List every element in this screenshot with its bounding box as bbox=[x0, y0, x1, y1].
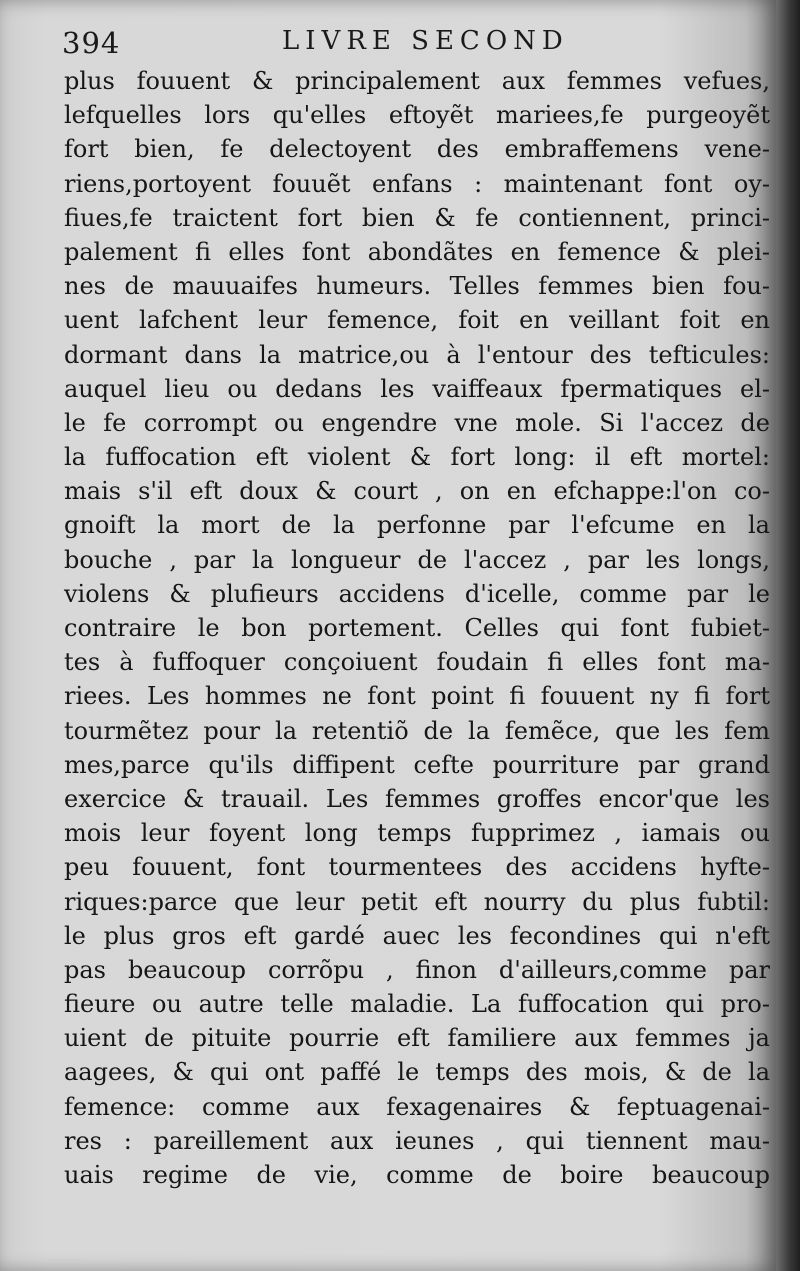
text-line: fieure ou autre telle maladie. La fuffocation qui pro- bbox=[64, 990, 770, 1019]
text-line: pas beaucoup corrõpu , finon d'ailleurs,comme par bbox=[64, 955, 770, 984]
text-line: dormant dans la matrice,ou à l'entour des tefticules: bbox=[64, 340, 770, 369]
text-line: le fe corrompt ou engendre vne mole. Si l'accez de bbox=[64, 408, 770, 437]
text-line: uais regime de vie, comme de boire beaucoup bbox=[64, 1161, 770, 1189]
text-line: contraire le bon portement. Celles qui font fubiet- bbox=[64, 614, 770, 642]
text-line: mais s'il eft doux & court , on en efchappe:l'on co- bbox=[64, 477, 770, 506]
text-line: violens & plufieurs accidens d'icelle, comme par le bbox=[64, 579, 770, 608]
text-line: nes de mauuaifes humeurs. Telles femmes bien fou- bbox=[64, 272, 770, 301]
text-line: femence: comme aux fexagenaires & feptuagenai- bbox=[64, 1092, 770, 1121]
text-line: tes à fuffoquer conçoiuent foudain fi elles font ma- bbox=[64, 648, 770, 677]
page-header bbox=[62, 24, 762, 64]
text-line: auquel lieu ou dedans les vaiffeaux fpermatiques el- bbox=[64, 374, 770, 403]
text-line: mois leur foyent long temps fupprimez , iamais ou bbox=[64, 819, 770, 848]
text-line: aagees, & qui ont paffé le temps des mois, & de la bbox=[64, 1058, 770, 1087]
text-line: mes,parce qu'ils diffipent cefte pourriture par grand bbox=[64, 750, 770, 779]
text-line: uent lafchent leur femence, foit en veillant foit en bbox=[64, 306, 770, 335]
text-line: exercice & trauail. Les femmes groffes encor'que les bbox=[64, 784, 770, 813]
text-line: fort bien, fe delectoyent des embraffemens vene- bbox=[64, 135, 770, 164]
text-line: riens,portoyent fouuẽt enfans : maintenant font oy- bbox=[64, 169, 770, 198]
text-line: plus fouuent & principalement aux femmes vefues, bbox=[64, 67, 770, 95]
text-line: riques:parce que leur petit eft nourry du plus fubtil: bbox=[64, 887, 770, 916]
text-line: peu fouuent, font tourmentees des accidens hyfte- bbox=[64, 853, 770, 882]
text-line: la fuffocation eft violent & fort long: il eft mortel: bbox=[64, 443, 770, 472]
text-line: uient de pituite pourrie eft familiere aux femmes ja bbox=[64, 1024, 770, 1053]
text-line: le plus gros eft gardé auec les fecondines qui n'eft bbox=[64, 921, 770, 950]
text-line: bouche , par la longueur de l'accez , par les longs, bbox=[64, 545, 770, 574]
body-text bbox=[64, 64, 770, 1192]
text-line: fiues,fe traictent fort bien & fe contiennent, princi- bbox=[64, 203, 770, 232]
text-line: res : pareillement aux ieunes , qui tiennent mau- bbox=[64, 1126, 770, 1155]
book-edge bbox=[776, 0, 800, 1271]
text-line: gnoift la mort de la perfonne par l'efcume en la bbox=[64, 511, 770, 540]
running-title: LIVRE SECOND bbox=[282, 26, 569, 56]
text-line: palement fi elles font abondãtes en femence & plei- bbox=[64, 237, 770, 266]
text-line: riees. Les hommes ne font point fi fouuent ny fi fort bbox=[64, 682, 770, 711]
page-number: 394 bbox=[62, 26, 121, 60]
text-line: tourmẽtez pour la retentiõ de la femẽce, que les fem bbox=[64, 716, 770, 745]
text-line: lefquelles lors qu'elles eftoyẽt mariees,fe purgeoyẽt bbox=[64, 101, 770, 130]
